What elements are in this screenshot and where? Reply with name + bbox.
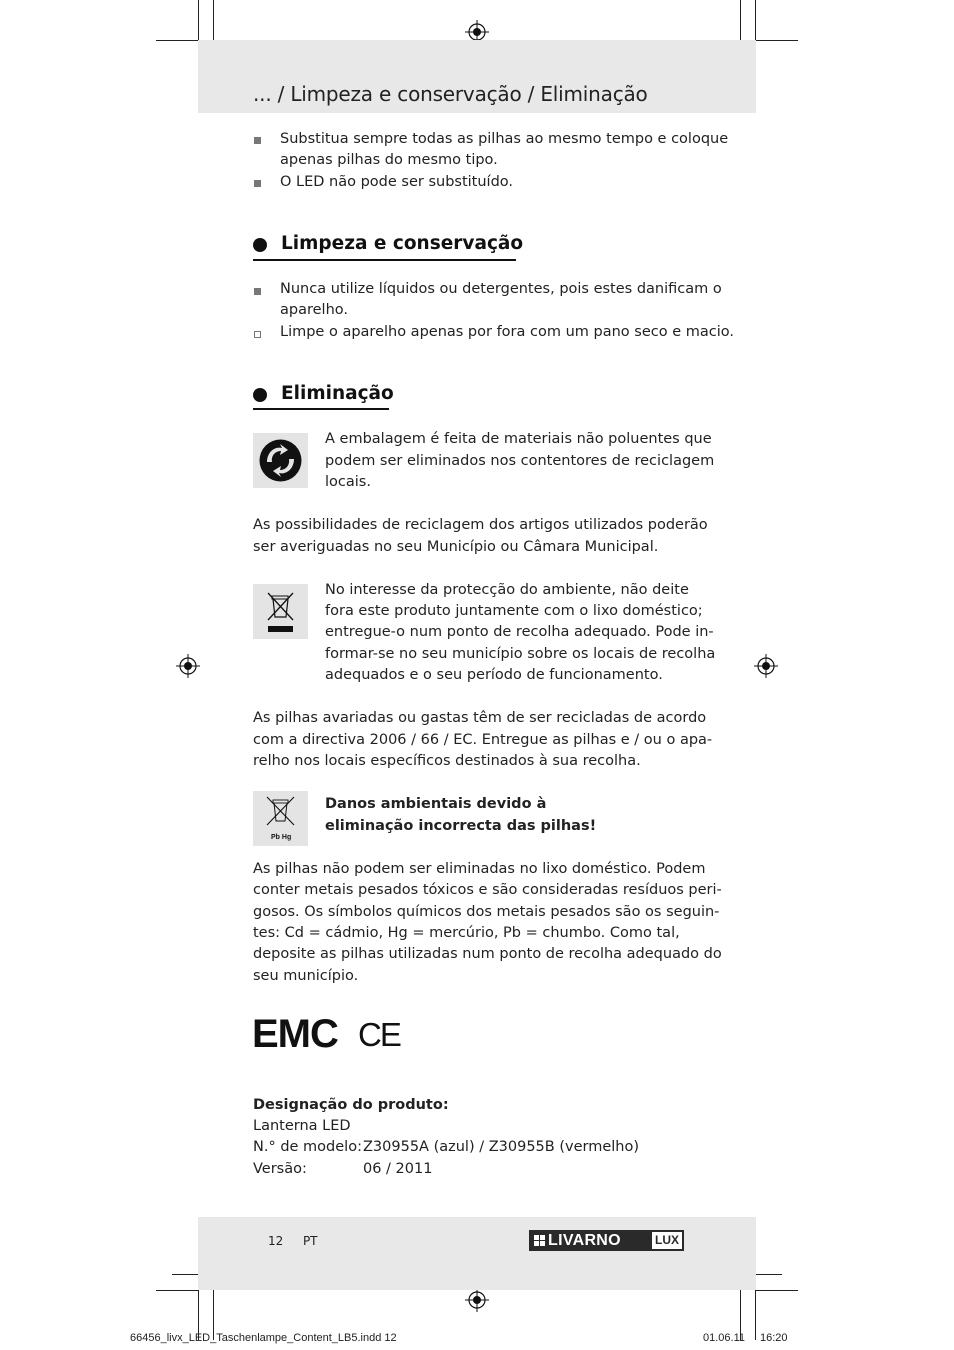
bullet-text: Substitua sempre todas as pilhas ao mesmo tempo e coloque: [280, 131, 729, 147]
weee-text: formar-se no seu município sobre os locais de recolha: [325, 646, 716, 662]
recycling-text: As possibilidades de reciclagem dos artigos utilizados poderão: [253, 517, 708, 533]
section-underline: [253, 259, 516, 261]
model-value: Z30955A (azul) / Z30955B (vermelho): [363, 1139, 639, 1155]
cleaning-text: Nunca utilize líquidos ou detergentes, pois estes danificam o: [280, 281, 722, 297]
heavy-metal-text: deposite as pilhas utilizadas num ponto de recolha adequado do: [253, 946, 722, 962]
product-name: Lanterna LED: [253, 1118, 351, 1134]
warning-text: eliminação incorrecta das pilhas!: [325, 818, 597, 834]
print-file-name: 66456_livx_LED_Taschenlampe_Content_LB5.indd 12: [130, 1332, 397, 1344]
bullet-marker: [254, 288, 261, 295]
cleaning-text: aparelho.: [280, 302, 348, 318]
section-title-cleaning: Limpeza e conservação: [281, 233, 524, 254]
page-number: [268, 1234, 318, 1248]
version-label: Versão:: [253, 1161, 307, 1177]
registration-mark-icon: [176, 654, 200, 678]
footer-band: [198, 1217, 756, 1290]
bullet-text: O LED não pode ser substituído.: [280, 174, 513, 190]
crop-mark: [756, 40, 798, 41]
battery-text: As pilhas avariadas ou gastas têm de ser recicladas de acordo: [253, 710, 707, 726]
packaging-text: podem ser eliminados nos contentores de reciclagem: [325, 453, 715, 469]
language-code: PT: [302, 1234, 318, 1248]
section-title-disposal: Eliminação: [281, 383, 394, 404]
heavy-metal-text: As pilhas não podem ser eliminadas no lixo doméstico. Podem: [253, 861, 706, 877]
registration-mark-icon: [754, 654, 778, 678]
crop-mark: [756, 1290, 798, 1291]
brand-mark-icon: [534, 1235, 545, 1246]
registration-mark-icon: [465, 1288, 489, 1312]
weee-text: No interesse da protecção do ambiente, não deite: [325, 582, 689, 598]
cleaning-text: Limpe o aparelho apenas por fora com um pano seco e macio.: [280, 324, 734, 340]
packaging-text: A embalagem é feita de materiais não poluentes que: [325, 431, 712, 447]
brand-logo: [529, 1230, 684, 1251]
bullet-text: apenas pilhas do mesmo tipo.: [280, 152, 498, 168]
print-time: 16:20: [760, 1332, 788, 1344]
bullet-marker: [254, 180, 261, 187]
crop-mark: [172, 1274, 198, 1275]
print-date: 01.06.11: [703, 1332, 746, 1344]
weee-text: adequados e o seu período de funcionamento.: [325, 667, 663, 683]
crop-mark: [156, 40, 198, 41]
page-number-value: 12: [268, 1234, 284, 1248]
model-label: N.° de modelo:: [253, 1139, 362, 1155]
brand-suffix: LUX: [652, 1232, 682, 1249]
bullet-marker: [254, 331, 261, 338]
recycling-text: ser averiguadas no seu Município ou Câmara Municipal.: [253, 539, 659, 555]
heavy-metal-text: conter metais pesados tóxicos e são consideradas resíduos peri-: [253, 882, 722, 898]
emc-mark: EMC: [252, 1012, 338, 1056]
section-bullet-dot: [253, 238, 267, 252]
crop-mark: [156, 1290, 198, 1291]
bullet-marker: [254, 137, 261, 144]
ce-mark: CE: [358, 1016, 400, 1053]
product-heading: Designação do produto:: [253, 1097, 449, 1113]
green-dot-recycling-icon: [253, 433, 308, 488]
battery-text: relho nos locais específicos destinados à sua recolha.: [253, 753, 641, 769]
weee-text: fora este produto juntamente com o lixo doméstico;: [325, 603, 703, 619]
heavy-metal-text: tes: Cd = cádmio, Hg = mercúrio, Pb = chumbo. Como tal,: [253, 925, 680, 941]
battery-text: com a directiva 2006 / 66 / EC. Entregue as pilhas e / ou o apa-: [253, 732, 713, 748]
crop-mark: [755, 1290, 756, 1340]
crop-mark: [756, 1274, 782, 1275]
packaging-text: locais.: [325, 474, 371, 490]
weee-text: entregue-o num ponto de recolha adequado. Pode in-: [325, 624, 714, 640]
warning-text: Danos ambientais devido à: [325, 796, 547, 812]
heavy-metal-text: seu município.: [253, 968, 359, 984]
section-bullet-dot: [253, 388, 267, 402]
brand-name: LIVARNO: [548, 1231, 621, 1249]
version-value: 06 / 2011: [363, 1161, 433, 1177]
section-underline: [253, 408, 389, 410]
crossed-bin-icon: [253, 584, 308, 639]
heavy-metal-text: gosos. Os símbolos químicos dos metais pesados são os seguin-: [253, 904, 720, 920]
page-title: ... / Limpeza e conservação / Eliminação: [253, 82, 648, 106]
pbhg-label: Pb Hg: [271, 834, 292, 841]
